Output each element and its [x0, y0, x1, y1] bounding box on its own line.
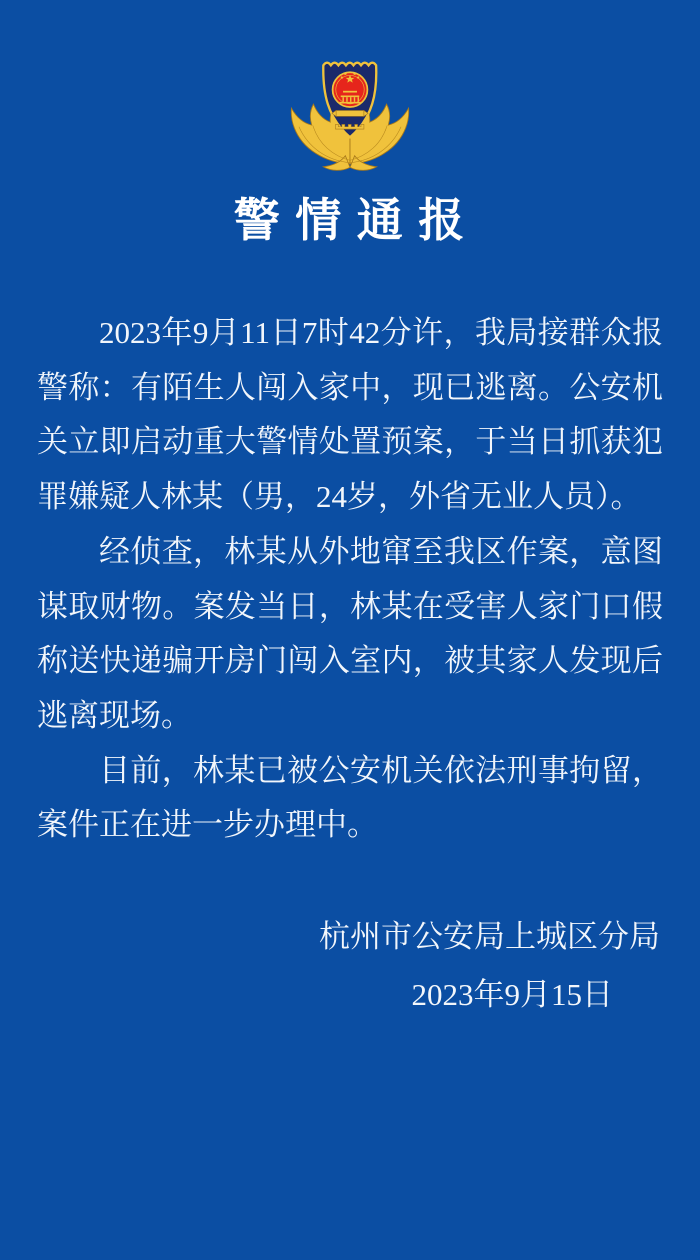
notice-title: 警 情 通 报: [233, 195, 467, 246]
notice-paragraph-3: 目前，林某已被公安机关依法刑事拘留，案件正在进一步办理中。: [37, 752, 663, 843]
chinese-police-badge-icon: [286, 56, 414, 172]
notice-body: [0, 306, 700, 853]
notice-paragraph-1: 2023年9月11日7时42分许，我局接群众报警称：有陌生人闯入家中，现已逃离。公安机关立即启动重大警情处置预案，于当日抓获犯罪嫌疑人林某（男，24岁，外省无业人员）。: [37, 315, 663, 515]
police-badge: [0, 0, 700, 172]
notice-paragraph-2: 经侦查，林某从外地窜至我区作案，意图谋取财物。案发当日，林某在受害人家门口假称送快递骗开房门闯入室内，被其家人发现后逃离现场。: [37, 533, 663, 733]
agency-signature: 杭州市公安局上城区分局: [319, 919, 660, 955]
notice-date: 2023年9月15日: [411, 977, 613, 1013]
